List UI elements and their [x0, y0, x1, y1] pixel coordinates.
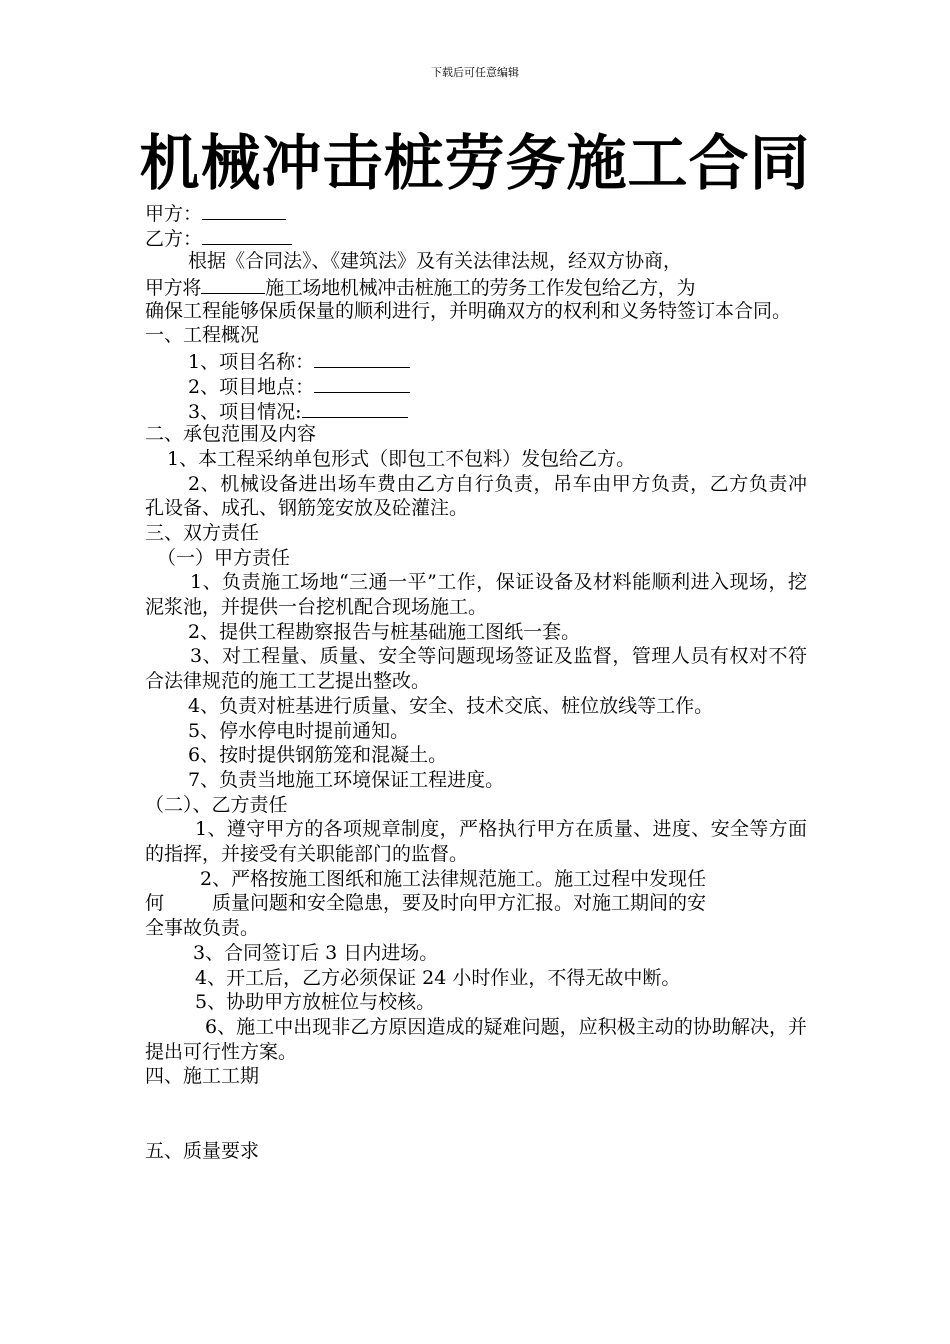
party-b-duty-3: 3、合同签订后 3 日内进场。 — [193, 941, 439, 964]
document-title: 机械冲击桩劳务施工合同 — [139, 129, 811, 199]
page-header-note: 下载后可任意编辑 — [431, 66, 519, 79]
intro-text-b-pre: 甲方将 — [145, 277, 202, 300]
section-1-title: 一、工程概况 — [145, 324, 260, 347]
party-a-duty-6: 6、按时提供钢筋笼和混凝土。 — [188, 744, 448, 767]
party-a-duty-7: 7、负责当地施工环境保证工程进度。 — [188, 768, 505, 791]
intro-line-1 — [145, 249, 807, 274]
project-name-blank — [314, 348, 410, 368]
section-3-title: 三、双方责任 — [145, 521, 260, 544]
party-a-duty-1: 1、负责施工场地“三通一平”工作，保证设备及材料能顺利进入现场，挖泥浆池，并提供一台挖机配合现场施工。 — [145, 571, 807, 619]
party-a-label: 甲方： — [145, 203, 203, 225]
project-blank — [201, 274, 265, 294]
project-name-line — [145, 348, 807, 373]
party-a-duty-3: 3、对工程量、质量、安全等问题现场签证及监督，管理人员有权对不符合法律规范的施工工艺提出整改。 — [145, 645, 807, 693]
section-2-item-1 — [145, 447, 807, 472]
project-location-blank — [314, 373, 410, 393]
party-b-duty-2-cont — [145, 891, 807, 916]
party-b-duty-2-end: 全事故负责。 — [145, 917, 260, 940]
section-4-spacer — [145, 1089, 807, 1139]
party-b-duty-6: 6、施工中出现非乙方原因造成的疑难问题，应积极主动的协助解决，并提出可行性方案。 — [145, 1015, 807, 1063]
section-5-title: 五、质量要求 — [145, 1140, 260, 1163]
intro-text-c: 确保工程能够保质保量的顺利进行，并明确双方的权利和义务特签订本合同。 — [145, 299, 792, 322]
section-2-item-2: 2、机械设备进出场车费由乙方自行负责，吊车由甲方负责，乙方负责冲孔设备、成孔、钢筋笼安放及砼灌注。 — [145, 472, 807, 520]
party-b-label: 乙方： — [145, 227, 203, 250]
section-3b-title: （二）、乙方责任 — [145, 793, 288, 816]
section-3a-title-text: （一）甲方责任 — [157, 546, 291, 569]
contract-body — [145, 200, 807, 1164]
intro-text-b-post: 施工场地机械冲击桩施工的劳务工作发包给乙方，为 — [265, 277, 696, 300]
party-a-duty-5: 5、停水停电时提前通知。 — [188, 719, 410, 742]
party-b-duty-2-tail-start: 质量问题和安全隐患，要及时向甲方汇报。对施工期间的安 — [212, 892, 707, 915]
project-status-line — [145, 398, 807, 423]
party-b-duty-2: 2、严格按施工图纸和施工法律规范施工。施工过程中发现任 — [200, 867, 707, 890]
party-b-line — [145, 225, 807, 250]
project-location-label: 2、项目地点： — [188, 375, 315, 398]
party-b-duty-2-word: 何 — [145, 892, 165, 915]
party-a-blank — [202, 200, 286, 220]
project-status-blank — [302, 398, 408, 418]
section-3a-title — [145, 546, 807, 571]
party-a-duty-2: 2、提供工程勘察报告与桩基础施工图纸一套。 — [188, 620, 581, 643]
project-status-label: 3、项目情况: — [188, 400, 302, 423]
section-4-title: 四、施工工期 — [145, 1065, 260, 1088]
party-b-blank — [202, 225, 292, 245]
section-2-title: 二、承包范围及内容 — [145, 423, 317, 446]
party-a-duty-4: 4、负责对桩基进行质量、安全、技术交底、桩位放线等工作。 — [188, 694, 714, 717]
section-2-item-1-text: 1、本工程采纳单包形式（即包工不包料）发包给乙方。 — [167, 447, 636, 470]
intro-line-2 — [145, 274, 807, 299]
party-a-line — [145, 200, 807, 225]
party-b-duty-1: 1、遵守甲方的各项规章制度，严格执行甲方在质量、进度、安全等方面的指挥，并接受有关职能部门的监督。 — [145, 818, 807, 866]
intro-text-a: 根据《合同法》、《建筑法》及有关法律法规，经双方协商， — [188, 250, 683, 273]
project-location-line — [145, 373, 807, 398]
project-name-label: 1、项目名称： — [188, 351, 315, 374]
party-b-duty-5: 5、协助甲方放桩位与校核。 — [195, 991, 436, 1014]
party-b-duty-4: 4、开工后，乙方必须保证 24 小时作业，不得无故中断。 — [195, 966, 681, 989]
